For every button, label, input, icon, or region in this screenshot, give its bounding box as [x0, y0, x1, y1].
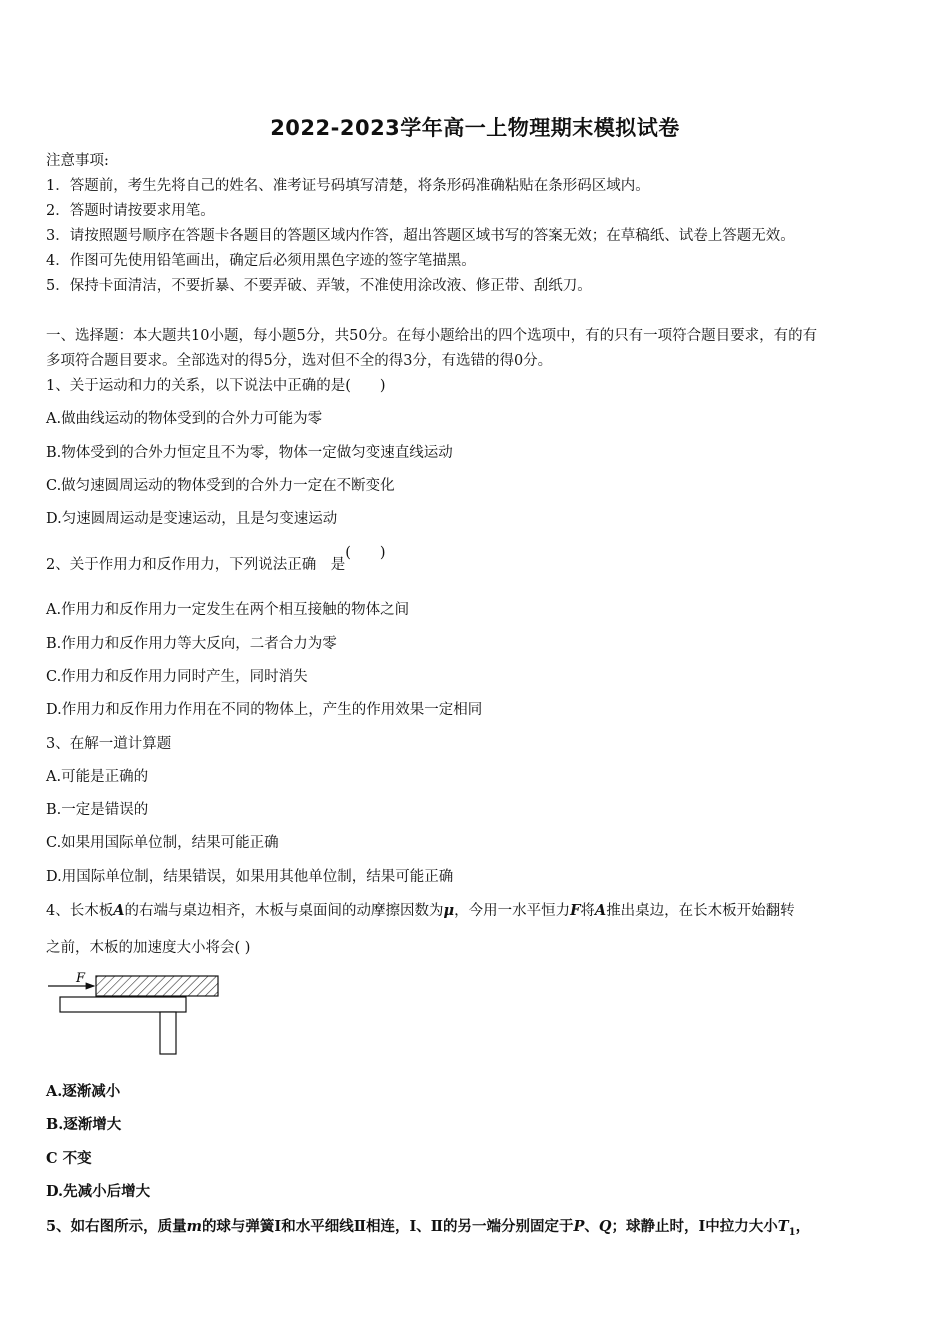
table-leg — [160, 1012, 176, 1054]
question-4-var-f: F — [570, 902, 581, 919]
question-5-text-4: ；球静止时，Ⅰ中拉力大小 — [611, 1218, 778, 1235]
notice-item-1: 1．答题前，考生先将自己的姓名、准考证号码填写清楚，将条形码准确粘贴在条形码区域内。 — [46, 178, 650, 194]
question-4-var-a: A — [113, 902, 125, 919]
question-5-subscript-1: 1 — [788, 1226, 796, 1238]
question-1-option-b: B.物体受到的合外力恒定且不为零，物体一定做匀变速直线运动 — [46, 445, 453, 461]
question-4-text-5: 推出桌边，在长木板开始翻转 — [606, 903, 795, 919]
force-label: F — [76, 971, 86, 986]
question-3-stem: 3、在解一道计算题 — [46, 736, 172, 752]
question-5-stem-line-1 — [46, 1217, 810, 1243]
question-4-var-mu: μ — [443, 902, 455, 919]
question-1-option-d: D.匀速圆周运动是变速运动，且是匀变速运动 — [46, 511, 338, 527]
question-2-stem — [46, 545, 386, 575]
question-4-stem-line-1 — [46, 901, 795, 921]
question-5-var-p: P — [573, 1218, 585, 1235]
question-3-option-d: D.用国际单位制，结果错误，如果用其他单位制，结果可能正确 — [46, 869, 454, 885]
question-5-text-1: 5、如右图所示，质量 — [46, 1218, 187, 1235]
question-2-option-b: B.作用力和反作用力等大反向，二者合力为零 — [46, 636, 337, 652]
question-4-var-a-2: A — [594, 902, 607, 919]
question-5-text-3: 、 — [584, 1218, 599, 1235]
question-4-option-c: C 不变 — [46, 1150, 92, 1167]
page-title: 2022-2023学年高一上物理期末模拟试卷 — [270, 116, 680, 140]
question-4-figure — [46, 968, 226, 1064]
question-2-stem-text: 2、关于作用力和反作用力，下列说法正确 是 — [46, 557, 346, 573]
question-4-text-2: 的右端与桌边相齐，木板与桌面间的动摩擦因数为 — [124, 903, 444, 919]
question-5-text-2: 的球与弹簧Ⅰ和水平细线Ⅱ相连，Ⅰ、Ⅱ的另一端分别固定于 — [201, 1218, 574, 1235]
question-1-stem: 1、关于运动和力的关系，以下说法中正确的是( ) — [46, 378, 386, 394]
question-4-option-b: B.逐渐增大 — [46, 1116, 122, 1133]
notice-item-2: 2．答题时请按要求用笔。 — [46, 203, 215, 219]
question-2-option-a: A.作用力和反作用力一定发生在两个相互接触的物体之间 — [46, 602, 410, 618]
question-4-option-d: D.先减小后增大 — [46, 1183, 151, 1200]
notice-heading: 注意事项: — [46, 153, 109, 169]
question-5-var-q: Q — [598, 1218, 612, 1235]
notice-item-5: 5．保持卡面清洁，不要折暴、不要弄破、弄皱，不准使用涂改液、修正带、刮纸刀。 — [46, 278, 592, 294]
question-2-answer-paren: ( ) — [345, 545, 386, 561]
section-intro-line-2: 多项符合题目要求。全部选对的得5分，选对但不全的得3分，有选错的得0分。 — [46, 353, 553, 369]
question-4-text-3: ，今用一水平恒力 — [454, 903, 571, 919]
question-5-var-t: T — [777, 1218, 789, 1235]
question-1-option-a: A.做曲线运动的物体受到的合外力可能为零 — [46, 411, 323, 427]
notice-item-4: 4．作图可先使用铅笔画出，确定后必须用黑色字迹的签字笔描黑。 — [46, 253, 476, 269]
question-5-text-5: ， — [795, 1218, 811, 1235]
question-4-stem-line-2: 之前，木板的加速度大小将会( ) — [46, 940, 251, 956]
question-4-option-a: A.逐渐减小 — [46, 1083, 121, 1100]
question-4-text-1: 4、长木板 — [46, 903, 114, 919]
question-4-text-4: 将 — [580, 903, 595, 919]
question-2-option-d: D.作用力和反作用力作用在不同的物体上，产生的作用效果一定相同 — [46, 702, 483, 718]
question-3-option-a: A.可能是正确的 — [46, 769, 149, 785]
question-2-option-c: C.作用力和反作用力同时产生，同时消失 — [46, 669, 308, 685]
board-table-diagram — [46, 968, 226, 1060]
long-board — [96, 976, 218, 996]
question-1-option-c: C.做匀速圆周运动的物体受到的合外力一定在不断变化 — [46, 478, 395, 494]
question-5-var-m: m — [186, 1218, 202, 1235]
question-3-option-c: C.如果用国际单位制，结果可能正确 — [46, 835, 279, 851]
question-3-option-b: B.一定是错误的 — [46, 802, 149, 818]
table-top — [60, 997, 186, 1012]
notice-item-3: 3．请按照题号顺序在答题卡各题目的答题区域内作答，超出答题区域书写的答案无效；在草稿纸、试卷上答题无效。 — [46, 228, 795, 244]
section-intro-line-1: 一、选择题：本大题共10小题，每小题5分，共50分。在每小题给出的四个选项中，有的只有一项符合题目要求，有的有 — [46, 328, 818, 344]
